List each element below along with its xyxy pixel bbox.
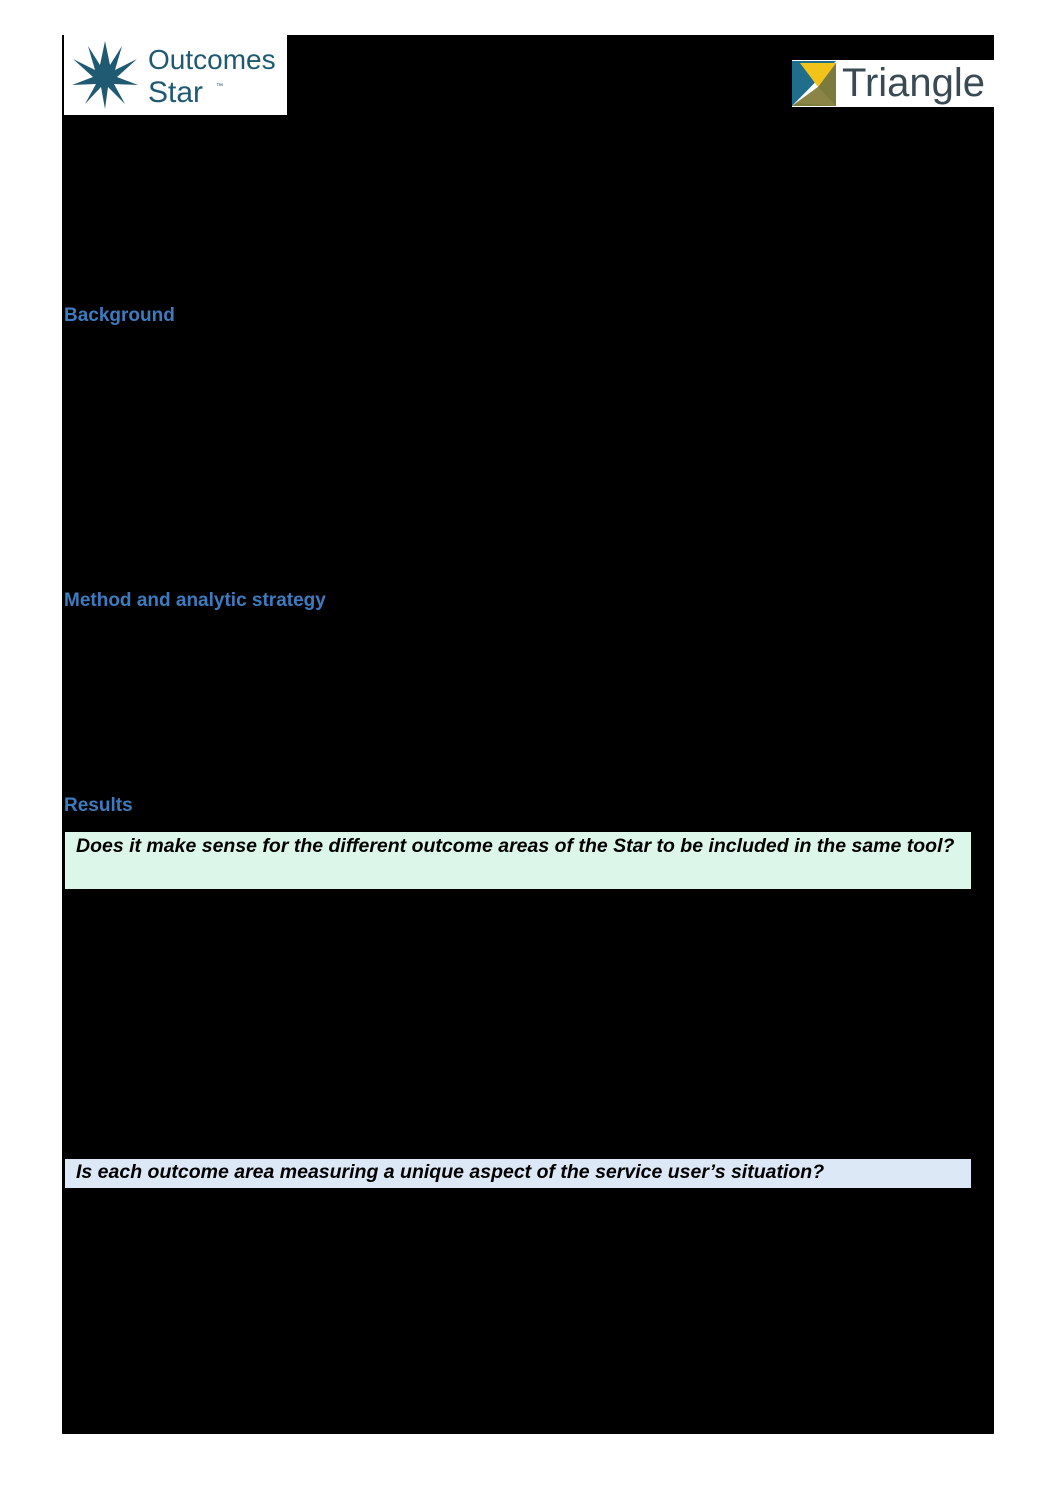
triangle-logo-word: Triangle bbox=[842, 61, 986, 105]
triangle-logo bbox=[792, 60, 994, 107]
outcomes-star-logo-line2: Star bbox=[148, 76, 204, 109]
triangle-mark-icon bbox=[792, 61, 836, 106]
section-heading-method: Method and analytic strategy bbox=[64, 590, 326, 611]
callout-question-2: Is each outcome area measuring a unique aspect of the service user’s situation? bbox=[65, 1159, 971, 1188]
section-heading-results: Results bbox=[64, 795, 133, 816]
star-burst-icon bbox=[68, 39, 142, 111]
outcomes-star-logo bbox=[64, 35, 287, 115]
redacted-page-content bbox=[62, 35, 994, 1434]
outcomes-star-logo-line1: Outcomes bbox=[148, 44, 276, 75]
callout-question-1: Does it make sense for the different outcome areas of the Star to be included in the same tool? bbox=[65, 832, 971, 889]
section-heading-background: Background bbox=[64, 305, 175, 326]
trademark-mark: ™ bbox=[216, 83, 223, 90]
